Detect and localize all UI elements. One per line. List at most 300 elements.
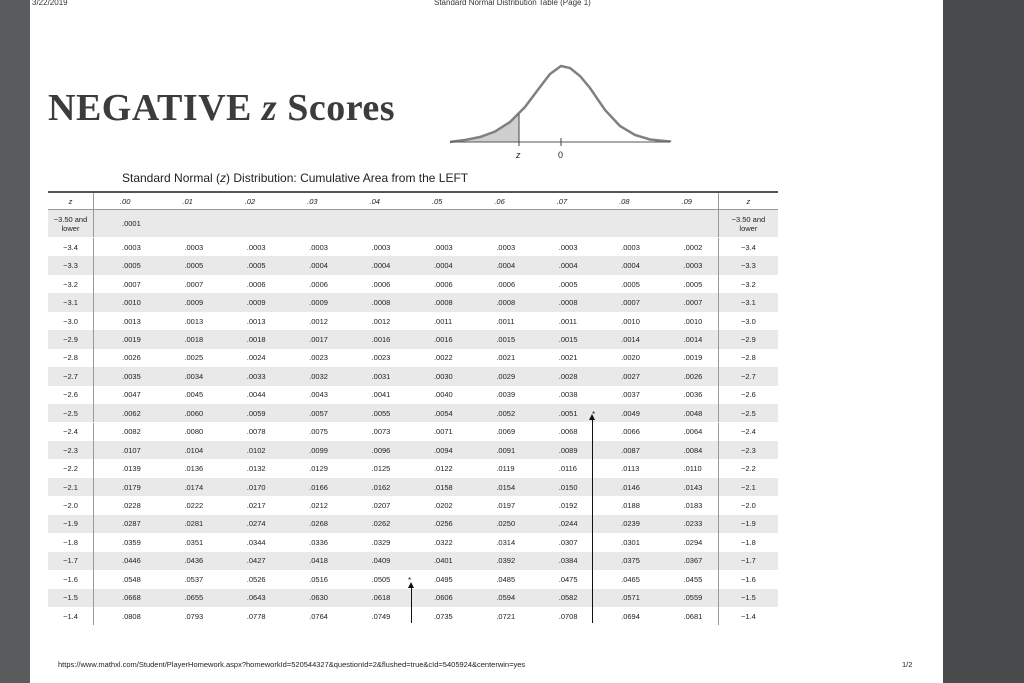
table-cell: .0021	[496, 353, 516, 363]
row-z-label: −1.5	[48, 589, 94, 607]
table-cell: .0019	[122, 334, 141, 344]
row-z-label-right: −2.6	[718, 386, 778, 404]
table-cell: .0793	[184, 611, 204, 621]
table-cell: .0262	[371, 519, 391, 529]
table-cell: .0436	[184, 556, 204, 566]
table-cell: .0495	[433, 574, 453, 584]
table-cell: .0143	[683, 482, 703, 492]
table-cell: .0003	[184, 242, 204, 252]
table-row	[48, 478, 778, 496]
table-row-lowest	[48, 210, 778, 237]
table-cell: .0024	[246, 353, 266, 363]
table-cell: .0018	[184, 334, 204, 344]
table-cell: .0073	[371, 427, 391, 437]
page-title	[48, 86, 395, 130]
table-row	[48, 275, 778, 293]
table-cell: .0301	[621, 537, 640, 547]
table-cell: .0007	[122, 279, 141, 289]
bell-curve	[450, 66, 670, 142]
table-cell: .0188	[621, 501, 640, 511]
table-cell: .0037	[621, 390, 640, 400]
table-cell: .0094	[433, 445, 453, 455]
row-z-label: −3.0	[48, 312, 94, 330]
table-cell: .0033	[246, 371, 266, 381]
table-cell: .0009	[309, 298, 328, 308]
table-cell: .0020	[621, 353, 640, 363]
table-cell: .0006	[496, 279, 516, 289]
table-cell: .0197	[496, 501, 516, 511]
table-cell: .0004	[558, 261, 578, 271]
table-cell: .0004	[309, 261, 328, 271]
caption-suffix: ) Distribution: Cumulative Area from the LEFT	[226, 171, 469, 185]
row-z-label-right: −2.0	[718, 496, 778, 514]
table-cell: .0005	[621, 279, 640, 289]
caption-prefix: Standard Normal (	[122, 171, 221, 185]
table-cell: .0212	[309, 501, 328, 511]
row-z-label: −3.1	[48, 293, 94, 311]
title-negative: NEGATIVE	[48, 87, 252, 129]
table-cell: .0002	[683, 242, 703, 252]
z-label-line1: −3.50 and	[731, 214, 766, 224]
table-cell: .0239	[621, 519, 640, 529]
table-cell: .0274	[246, 519, 266, 529]
table-cell: .0005	[558, 279, 578, 289]
table-cell: .0179	[122, 482, 141, 492]
table-cell: .0359	[122, 537, 141, 547]
table-cell: .0643	[246, 593, 266, 603]
row-z-label-right: −1.6	[718, 570, 778, 588]
table-row	[48, 533, 778, 551]
table-cell: .0057	[309, 408, 328, 418]
table-cell: .0183	[683, 501, 703, 511]
table-cell: .0099	[309, 445, 328, 455]
table-cell: .0322	[433, 537, 453, 547]
table-cell: .0004	[621, 261, 640, 271]
row-z-label: −2.3	[48, 441, 94, 459]
table-cell: .0351	[184, 537, 204, 547]
table-cell: .0052	[496, 408, 516, 418]
table-row	[48, 441, 778, 459]
row-z-label-right: −3.4	[718, 238, 778, 256]
row-z-label: −2.6	[48, 386, 94, 404]
footer-url: https://www.mathxl.com/Student/PlayerHomework.aspx?homeworkId=520544327&questionId=2&flushed=true&cId=5405924&centerwin=yes	[58, 660, 526, 669]
table-cell: .0048	[683, 408, 703, 418]
table-cell: .0064	[683, 427, 703, 437]
table-cell: .0446	[122, 556, 141, 566]
table-cell: .0014	[683, 334, 703, 344]
table-cell: .0034	[184, 371, 204, 381]
table-cell: .0009	[184, 298, 204, 308]
table-cell: .0003	[558, 242, 578, 252]
table-cell: .0075	[309, 427, 328, 437]
table-cell: .0268	[309, 519, 328, 529]
row-z-label: −3.4	[48, 238, 94, 256]
table-cell: .0011	[496, 316, 515, 326]
row-z-label-right: −2.1	[718, 478, 778, 496]
table-cell: .0392	[496, 556, 516, 566]
table-cell: .0009	[246, 298, 266, 308]
curve-zero-label: 0	[558, 150, 564, 160]
table-cell: .0006	[433, 279, 453, 289]
table-cell: .0051	[558, 408, 578, 418]
z-label-line2: lower	[61, 223, 80, 233]
row-z-label-right: −3.2	[718, 275, 778, 293]
table-cell: .0150	[558, 482, 578, 492]
table-cell: .0314	[496, 537, 516, 547]
table-cell: .0060	[184, 408, 204, 418]
table-cell: .0594	[496, 593, 516, 603]
row-z-label-right: −2.9	[718, 330, 778, 348]
table-cell: .0045	[184, 390, 204, 400]
table-row	[48, 423, 778, 441]
table-cell: .0022	[433, 353, 453, 363]
table-cell: .0007	[683, 298, 703, 308]
table-row	[48, 238, 778, 256]
row-z-label-right: −2.5	[718, 404, 778, 422]
table-cell: .0023	[309, 353, 328, 363]
table-cell: .0655	[184, 593, 204, 603]
column-header: .06	[494, 196, 505, 206]
table-cell: .0618	[371, 593, 391, 603]
table-row	[48, 256, 778, 274]
column-header: .05	[431, 196, 443, 206]
table-cell: .0344	[246, 537, 266, 547]
table-cell: .0068	[558, 427, 578, 437]
row-z-label-right: −1.5	[718, 589, 778, 607]
table-cell: .0008	[558, 298, 578, 308]
table-row	[48, 330, 778, 348]
row-z-label: −2.2	[48, 459, 94, 477]
table-cell: .0036	[683, 390, 703, 400]
row-z-label-right: −1.7	[718, 552, 778, 570]
table-row	[48, 367, 778, 385]
table-row	[48, 386, 778, 404]
table-cell: .0808	[122, 611, 141, 621]
row-z-label-right: −3.3	[718, 256, 778, 274]
table-cell: .0004	[433, 261, 453, 271]
table-cell: .0001	[122, 219, 141, 228]
table-cell: .0375	[621, 556, 640, 566]
table-cell: .0256	[433, 519, 453, 529]
table-cell: .0013	[246, 316, 266, 326]
table-cell: .0384	[558, 556, 578, 566]
table-cell: .0122	[433, 464, 453, 474]
table-cell: .0055	[371, 408, 391, 418]
row-z-label-right: −3.0	[718, 312, 778, 330]
table-row	[48, 607, 778, 625]
table-cell: .0035	[122, 371, 141, 381]
table-cell: .0003	[683, 261, 703, 271]
row-z-label: −2.5	[48, 404, 94, 422]
table-cell: .0007	[621, 298, 640, 308]
row-z-label: −2.0	[48, 496, 94, 514]
normal-curve-illustration	[450, 60, 690, 170]
table-cell: .0307	[558, 537, 578, 547]
column-header: .09	[681, 196, 692, 206]
arrow-pointer-upper	[592, 418, 593, 623]
table-cell: .0003	[371, 242, 391, 252]
row-z-label: −2.9	[48, 330, 94, 348]
column-header: .08	[619, 196, 630, 206]
table-cell: .0202	[433, 501, 453, 511]
arrow-pointer-lower	[411, 586, 412, 623]
table-cell: .0217	[246, 501, 266, 511]
table-cell: .0013	[184, 316, 204, 326]
table-row	[48, 515, 778, 533]
table-cell: .0013	[122, 316, 141, 326]
row-z-label-right	[718, 210, 778, 237]
left-tail-shaded-area	[450, 114, 519, 142]
table-cell: .0059	[246, 408, 266, 418]
table-cell: .0170	[246, 482, 266, 492]
document-page	[30, 0, 943, 683]
table-cell: .0005	[184, 261, 204, 271]
table-cell: .0069	[496, 427, 516, 437]
page-number: 1/2	[902, 660, 913, 669]
table-cell: .0505	[371, 574, 391, 584]
table-cell: .0041	[371, 390, 391, 400]
table-cell: .0158	[433, 482, 453, 492]
table-cell: .0233	[683, 519, 703, 529]
table-cell: .0004	[371, 261, 391, 271]
table-cell: .0010	[683, 316, 703, 326]
row-z-label: −3.3	[48, 256, 94, 274]
table-cell: .0668	[122, 593, 141, 603]
row-z-label: −1.7	[48, 552, 94, 570]
table-cell: .0764	[309, 611, 328, 621]
table-cell: .0038	[558, 390, 578, 400]
table-cell: .0154	[496, 482, 516, 492]
table-cell: .0023	[371, 353, 391, 363]
table-cell: .0044	[246, 390, 266, 400]
column-header: .03	[307, 196, 318, 206]
table-cell: .0427	[246, 556, 266, 566]
row-z-label: −1.6	[48, 570, 94, 588]
table-cell: .0016	[433, 334, 453, 344]
table-cell: .0003	[433, 242, 453, 252]
table-cell: .0778	[246, 611, 266, 621]
column-header: .04	[369, 196, 380, 206]
row-z-label-right: −2.7	[718, 367, 778, 385]
table-caption	[122, 171, 468, 185]
table-cell: .0054	[433, 408, 453, 418]
table-cell: .0026	[122, 353, 141, 363]
table-cell: .0031	[371, 371, 391, 381]
table-cell: .0014	[621, 334, 640, 344]
table-cell: .0281	[184, 519, 204, 529]
table-cell: .0006	[309, 279, 328, 289]
table-cell: .0222	[184, 501, 204, 511]
table-cell: .0003	[621, 242, 640, 252]
table-cell: .0007	[184, 279, 204, 289]
column-header-z: z	[48, 193, 94, 209]
table-row	[48, 404, 778, 422]
asterisk-mark-lower: *	[408, 576, 412, 585]
table-cell: .0559	[683, 593, 703, 603]
table-cell: .0107	[122, 445, 141, 455]
table-cell: .0401	[433, 556, 453, 566]
table-cell: .0084	[683, 445, 703, 455]
row-z-label: −2.8	[48, 349, 94, 367]
row-z-label: −1.4	[48, 607, 94, 625]
table-cell: .0244	[558, 519, 578, 529]
table-row	[48, 589, 778, 607]
table-cell: .0136	[184, 464, 204, 474]
row-z-label-right: −2.8	[718, 349, 778, 367]
table-cell: .0018	[246, 334, 266, 344]
table-cell: .0630	[309, 593, 328, 603]
table-cell: .0174	[184, 482, 204, 492]
table-cell: .0017	[309, 334, 328, 344]
table-cell: .0548	[122, 574, 141, 584]
table-cell: .0571	[621, 593, 640, 603]
table-cell: .0516	[309, 574, 328, 584]
table-cell: .0139	[122, 464, 141, 474]
row-z-label: −1.9	[48, 515, 94, 533]
row-z-label: −2.7	[48, 367, 94, 385]
table-cell: .0606	[433, 593, 453, 603]
table-cell: .0008	[433, 298, 453, 308]
table-cell: .0006	[246, 279, 266, 289]
row-z-label-right: −1.9	[718, 515, 778, 533]
table-cell: .0019	[683, 353, 703, 363]
table-cell: .0082	[122, 427, 141, 437]
row-z-label-right: −1.4	[718, 607, 778, 625]
table-cell: .0367	[683, 556, 703, 566]
row-z-label: −3.2	[48, 275, 94, 293]
table-cell: .0166	[309, 482, 328, 492]
table-cell: .0526	[246, 574, 266, 584]
table-cell: .0132	[246, 464, 266, 474]
table-cell: .0207	[371, 501, 391, 511]
table-cell: .0681	[683, 611, 703, 621]
table-cell: .0010	[122, 298, 141, 308]
column-header: .00	[119, 196, 131, 206]
table-cell: .0043	[309, 390, 328, 400]
row-z-label	[48, 210, 94, 237]
table-cell: .0062	[122, 408, 141, 418]
table-cell: .0071	[433, 427, 453, 437]
table-row	[48, 349, 778, 367]
table-cell: .0040	[433, 390, 453, 400]
table-cell: .0336	[309, 537, 328, 547]
z-label-line1: −3.50 and	[53, 214, 88, 224]
table-cell: .0003	[496, 242, 516, 252]
table-cell: .0110	[683, 464, 702, 474]
column-header: .02	[244, 196, 256, 206]
viewer-background	[943, 0, 1024, 683]
table-cell: .0125	[371, 464, 391, 474]
title-z: z	[261, 87, 278, 129]
table-cell: .0228	[122, 501, 141, 511]
table-cell: .0721	[496, 611, 516, 621]
table-cell: .0087	[621, 445, 640, 455]
row-z-label-right: −2.3	[718, 441, 778, 459]
table-cell: .0049	[621, 408, 640, 418]
table-cell: .0015	[496, 334, 516, 344]
table-cell: .0012	[371, 316, 391, 326]
row-z-label-right: −1.8	[718, 533, 778, 551]
z-label-line2: lower	[739, 223, 758, 233]
table-cell: .0028	[558, 371, 578, 381]
table-cell: .0089	[558, 445, 578, 455]
table-cell: .0011	[558, 316, 577, 326]
table-row	[48, 496, 778, 514]
table-cell: .0735	[433, 611, 453, 621]
table-cell: .0005	[246, 261, 266, 271]
table-cell: .0004	[496, 261, 516, 271]
table-row	[48, 312, 778, 330]
table-cell: .0113	[621, 464, 640, 474]
table-cell: .0418	[309, 556, 328, 566]
row-z-label: −2.1	[48, 478, 94, 496]
table-cell: .0116	[558, 464, 577, 474]
table-cell: .0039	[496, 390, 516, 400]
table-cell: .0582	[558, 593, 578, 603]
table-cell: .0005	[122, 261, 141, 271]
table-cell: .0080	[184, 427, 204, 437]
print-title: Standard Normal Distribution Table (Page 1)	[434, 0, 591, 7]
table-cell: .0003	[246, 242, 266, 252]
column-header: .07	[556, 196, 568, 206]
table-cell: .0021	[558, 353, 578, 363]
table-row	[48, 459, 778, 477]
table-cell: .0475	[558, 574, 578, 584]
table-row	[48, 552, 778, 570]
table-cell: .0287	[122, 519, 141, 529]
column-header: .01	[182, 196, 193, 206]
table-cell: .0005	[683, 279, 703, 289]
table-cell: .0409	[371, 556, 391, 566]
title-scores: Scores	[287, 87, 396, 129]
table-cell: .0078	[246, 427, 266, 437]
table-cell: .0012	[309, 316, 328, 326]
table-cell: .0025	[184, 353, 204, 363]
table-cell: .0008	[496, 298, 516, 308]
table-cell: .0192	[558, 501, 578, 511]
table-cell: .0003	[309, 242, 328, 252]
row-z-label-right: −2.4	[718, 423, 778, 441]
caption-z: z	[220, 171, 227, 185]
table-cell: .0011	[433, 316, 453, 326]
table-cell: .0294	[683, 537, 703, 547]
table-cell: .0102	[246, 445, 266, 455]
row-z-label-right: −2.2	[718, 459, 778, 477]
table-cell: .0129	[309, 464, 328, 474]
table-cell: .0091	[496, 445, 516, 455]
table-cell: .0030	[433, 371, 453, 381]
table-cell: .0708	[558, 611, 578, 621]
table-cell: .0119	[496, 464, 515, 474]
table-cell: .0047	[122, 390, 141, 400]
column-header-z-right: z	[718, 193, 778, 209]
table-cell: .0029	[496, 371, 516, 381]
table-cell: .0003	[122, 242, 141, 252]
table-cell: .0162	[371, 482, 391, 492]
row-z-label: −2.4	[48, 423, 94, 441]
table-cell: .0015	[558, 334, 578, 344]
table-cell: .0455	[683, 574, 703, 584]
table-cell: .0329	[371, 537, 391, 547]
curve-z-label: z	[516, 150, 521, 160]
table-cell: .0032	[309, 371, 328, 381]
table-row	[48, 293, 778, 311]
table-cell: .0537	[184, 574, 204, 584]
table-cell: .0749	[371, 611, 391, 621]
table-header-row	[48, 193, 778, 210]
table-cell: .0008	[371, 298, 391, 308]
table-cell: .0010	[621, 316, 640, 326]
